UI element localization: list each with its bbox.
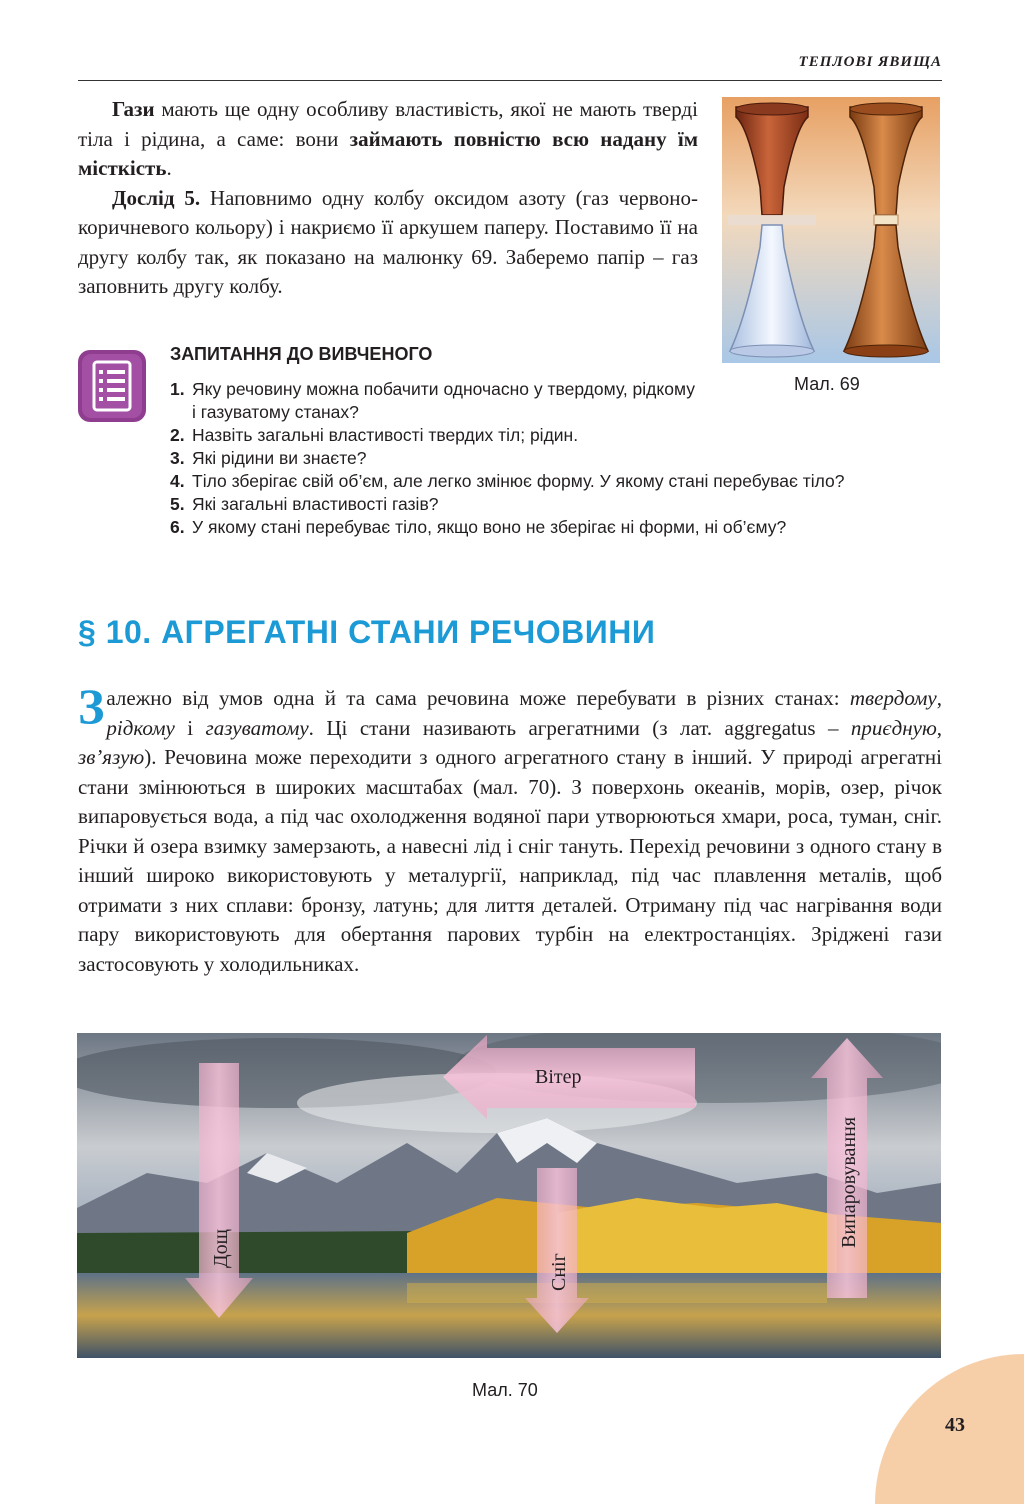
section-title: § 10. АГРЕГАТНІ СТАНИ РЕЧОВИНИ <box>78 614 656 650</box>
drop-cap: З <box>78 678 105 734</box>
snow-label: Сніг <box>548 1253 570 1291</box>
figure-69-caption: Мал. 69 <box>794 374 860 394</box>
figure-70-caption: Мал. 70 <box>472 1380 538 1400</box>
main-paragraph: Залежно від умов одна й та сама речовина може перебувати в різних станах: твердому, рідкому і газуватому. Ці стани називають агрегатними (з лат. aggregatus – приєдную, зв’язую). Речовина може переходити з одного агрегатного стану в інший. У природі агрегатні стани змінюються в широких масштабах (мал. 70). З поверхонь океанів, морів, озер, річок випаровується вода, а під час охолодження водяної пари утворюються хмари, роса, туман, сніг. Річки й озера взимку замерзають, а навесні лід і сніг тануть. Перехід речовини з одного стану в інший широко використовують у металургії, наприклад, під час плавлення металів, щоб отримати з них сплави: бронзу, латунь; для лиття деталей. Отриману під час нагрівання води пару використовують для обертання парових турбін на електростанціях. Зріджені гази застосовують у холодильниках. <box>78 678 942 976</box>
checklist-icon <box>76 348 148 424</box>
wind-label: Вітер <box>535 1066 582 1088</box>
intro-paragraph-1: Гази мають ще одну особливу властивість, якої не мають тверді тіла і рідина, а саме: вони займають повністю всю надану їм місткість. <box>78 97 698 180</box>
evaporation-label: Випаровування <box>838 1116 860 1248</box>
page-header <box>78 52 942 81</box>
flasks-illustration <box>722 97 940 363</box>
water-cycle-photo <box>77 1033 941 1358</box>
question-item: 5. Які загальні властивості газів? <box>170 494 439 514</box>
questions-title: ЗАПИТАННЯ ДО ВИВЧЕНОГО <box>170 344 433 364</box>
intro-text <box>78 95 698 302</box>
intro-paragraph-2: Дослід 5. Наповнимо одну колбу оксидом азоту (газ червоно-коричневого кольору) і накриємо її аркушем паперу. Поставимо її на другу колбу так, як показано на малюнку 69. Заберемо папір – газ заповнить другу колбу. <box>78 185 698 298</box>
question-item: 4. Тіло зберігає свій об’єм, але легко змінює форму. У якому стані перебуває тіло? <box>170 471 845 491</box>
question-item: 3. Які рідини ви знаєте? <box>170 448 367 468</box>
page-number: 43 <box>945 1414 965 1436</box>
rain-label: Дощ <box>210 1228 232 1268</box>
chapter-title: ТЕПЛОВІ ЯВИЩА <box>798 54 942 70</box>
question-item: 2. Назвіть загальні властивості твердих тіл; рідин. <box>170 425 579 445</box>
question-item: 6. У якому стані перебуває тіло, якщо воно не зберігає ні форми, ні об’єму? <box>170 517 787 537</box>
main-text <box>78 678 942 979</box>
question-item: 1. Яку речовину можна побачити одночасно у твердому, рідкому і газуватому станах? <box>170 379 695 422</box>
questions-list <box>170 378 950 539</box>
